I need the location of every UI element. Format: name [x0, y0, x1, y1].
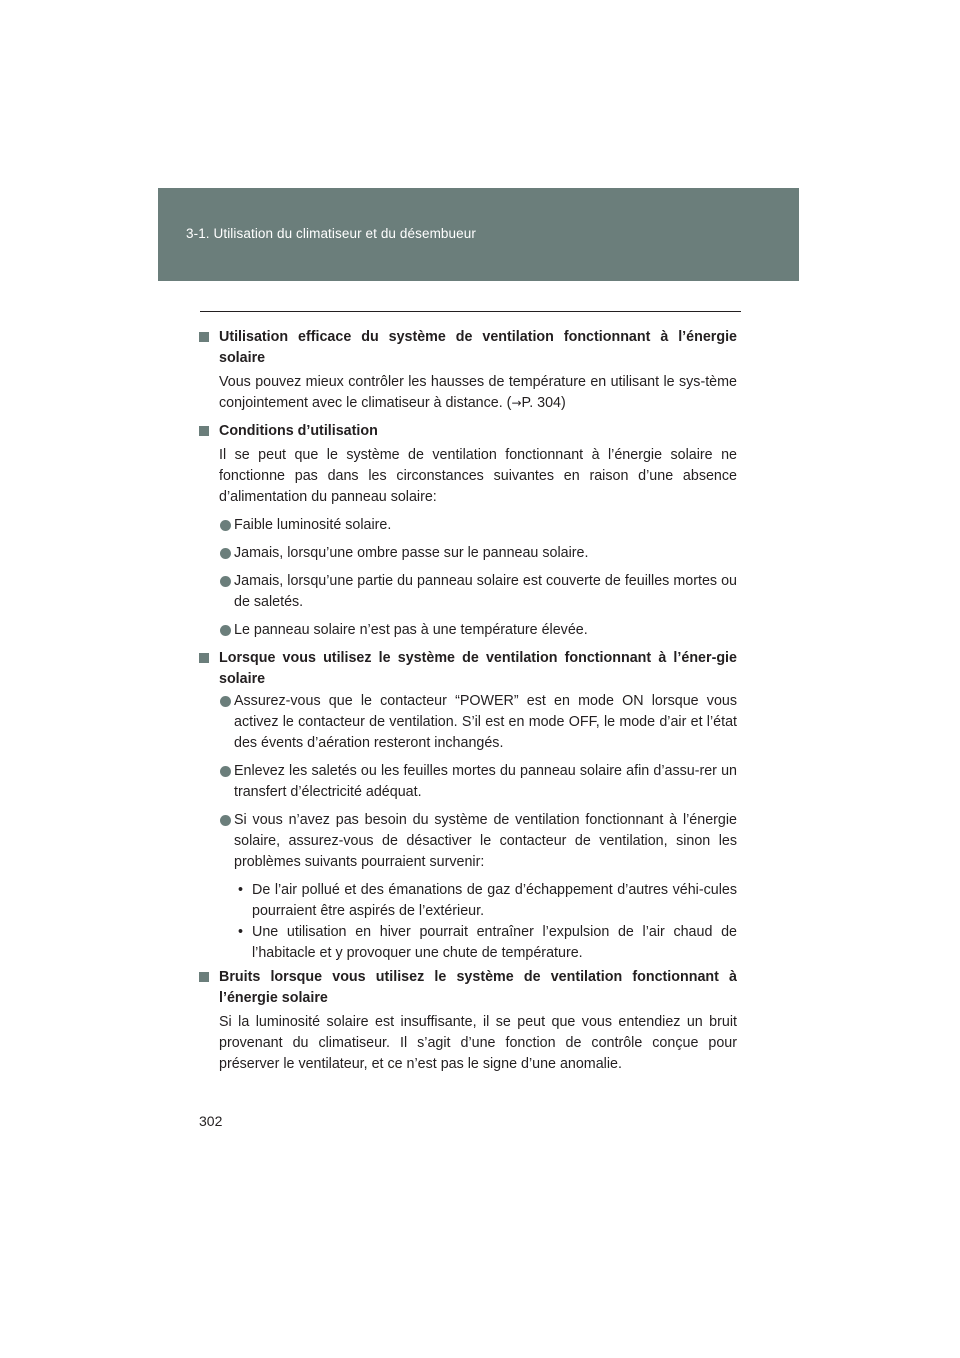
- list-item-text: Si vous n’avez pas besoin du système de ventilation fonctionnant à l’énergie solaire, assurez-vous de désactiver le contacteur de ventilation, sinon les problèmes suivants pourraient survenir:: [234, 812, 737, 870]
- square-bullet-icon: [199, 972, 209, 982]
- list-item-text: Le panneau solaire n’est pas à une température élevée.: [234, 622, 588, 638]
- circle-bullet-icon: [220, 548, 231, 559]
- list-item: [199, 691, 737, 754]
- list-item-text: Jamais, lorsqu’une partie du panneau solaire est couverte de feuilles mortes ou de saletés.: [234, 573, 737, 610]
- section-title: 3-1. Utilisation du climatiseur et du désembueur: [186, 226, 476, 241]
- section-heading: [199, 421, 737, 442]
- sub-bullet-marker: •: [238, 882, 244, 898]
- circle-bullet-icon: [220, 696, 231, 707]
- list-item: [199, 571, 737, 613]
- sub-bullet-marker: •: [238, 924, 244, 940]
- list-item-text: Jamais, lorsqu’une ombre passe sur le panneau solaire.: [234, 545, 589, 561]
- list-item: [199, 620, 737, 641]
- section-efficient-use: [199, 327, 737, 414]
- header-rule: [200, 311, 741, 312]
- sub-list-item: [199, 922, 737, 964]
- square-bullet-icon: [199, 426, 209, 436]
- section-header-band: [158, 188, 799, 281]
- list-item-text: Enlevez les saletés ou les feuilles mortes du panneau solaire afin d’assu-rer un transfert d’électricité adéquat.: [234, 763, 737, 800]
- list-item: [199, 515, 737, 536]
- circle-bullet-icon: [220, 766, 231, 777]
- paragraph-text: Vous pouvez mieux contrôler les hausses de température en utilisant le sys-tème conjointement avec le climatiseur à distance. (: [219, 374, 737, 411]
- page-content: [199, 327, 737, 1082]
- circle-bullet-icon: [220, 576, 231, 587]
- list-item: [199, 761, 737, 803]
- section-heading-text: Lorsque vous utilisez le système de ventilation fonctionnant à l’éner-gie solaire: [219, 650, 737, 687]
- circle-bullet-icon: [220, 625, 231, 636]
- page-number: 302: [199, 1113, 223, 1129]
- list-item-text: Faible luminosité solaire.: [234, 517, 392, 533]
- sub-list-item-text: De l’air pollué et des émanations de gaz d’échappement d’autres véhi-cules pourraient être aspirés de l’extérieur.: [252, 882, 737, 919]
- section-paragraph: [199, 372, 737, 414]
- circle-bullet-icon: [220, 815, 231, 826]
- sub-list-item-text: Une utilisation en hiver pourrait entraîner l’expulsion de l’air chaud de l’habitacle et y provoquer une chute de température.: [252, 924, 737, 961]
- section-heading-text: Bruits lorsque vous utilisez le système de ventilation fonctionnant à l’énergie solaire: [219, 969, 737, 1006]
- section-heading: [199, 327, 737, 369]
- section-heading: [199, 967, 737, 1009]
- section-when-using: [199, 648, 737, 964]
- list-item-text: Assurez-vous que le contacteur “POWER” est en mode ON lorsque vous activez le contacteur de ventilation. S’il est en mode OFF, le mode d’air et l’état des évents d’aération resteront inchangés.: [234, 693, 737, 751]
- section-noises: [199, 967, 737, 1075]
- circle-bullet-icon: [220, 520, 231, 531]
- section-paragraph: Si la luminosité solaire est insuffisante, il se peut que vous entendiez un bruit provenant du climatiseur. Il s’agit d’une fonction de contrôle conçue pour préserver le ventilateur, et ce n’est pas le signe d’une anomalie.: [219, 1014, 737, 1072]
- section-paragraph: Il se peut que le système de ventilation fonctionnant à l’énergie solaire ne fonctionne pas dans les circonstances suivantes en raison d’une absence d’alimentation du panneau solaire:: [219, 447, 737, 505]
- sub-list-item: [199, 880, 737, 922]
- square-bullet-icon: [199, 653, 209, 663]
- right-arrow-icon: →: [511, 396, 522, 410]
- section-heading: [199, 648, 737, 690]
- section-conditions: [199, 421, 737, 641]
- square-bullet-icon: [199, 332, 209, 342]
- list-item: [199, 543, 737, 564]
- list-item: [199, 810, 737, 873]
- section-heading-text: Conditions d’utilisation: [219, 423, 378, 439]
- section-heading-text: Utilisation efficace du système de ventilation fonctionnant à l’énergie solaire: [219, 329, 737, 366]
- page-reference-link[interactable]: P. 304): [521, 395, 566, 411]
